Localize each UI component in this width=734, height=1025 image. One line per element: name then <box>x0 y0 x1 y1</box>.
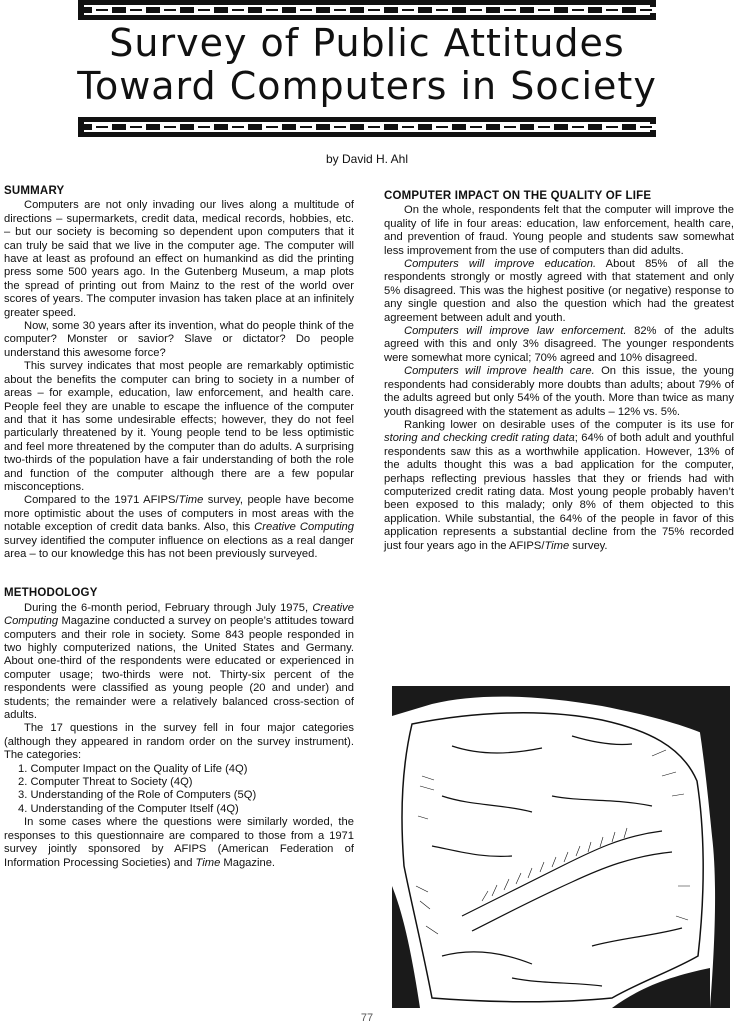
impact-heading: COMPUTER IMPACT ON THE QUALITY OF LIFE <box>384 190 652 202</box>
impact-paragraph-2: Computers will improve education. About 85% of all the respondents strongly or mostly agreed with that statement and only 5% disagreed. This was the highest positive (or negative) response to any single question and also the question which had the greatest agreement between adult and youth. <box>384 258 734 324</box>
border-link-slot <box>504 126 516 128</box>
border-link-slot <box>266 126 278 128</box>
border-link-slot <box>164 9 176 11</box>
page-number: 77 <box>360 1012 374 1024</box>
border-link-slot <box>606 126 618 128</box>
summary-paragraph-4: Compared to the 1971 AFIPS/Time survey, people have become more optimistic about the uses of computers in most areas with the notable exception of credit data banks. Also, this Creative Computing survey identified the computer influence on elections as a real danger area – to our knowledge this has not been previously surveyed. <box>4 494 354 560</box>
title-line-2: Toward Computers in Society <box>77 64 657 108</box>
border-link-slot <box>232 126 244 128</box>
impact-paragraph-5: Ranking lower on desirable uses of the computer is its use for storing and checking credit rating data; 64% of both adult and youthful respondents saw this as a worthwhile application. However, 13% of the adults thought this was a bad application for the computer, perhaps reflecting previous hassles that they or friends had with computerized credit rating data. Most young people probably haven’t been exposed to this malady; only 8% of them objected to this application. While substantial, the 64% of the people in favor of this application represents a substantial decline from the 75% recorded just four years ago in the AFIPS/Time survey. <box>384 418 734 552</box>
border-link-slot <box>538 9 550 11</box>
border-link-slot <box>572 9 584 11</box>
border-link-slot <box>198 126 210 128</box>
border-link-slot <box>640 126 652 128</box>
border-link-slot <box>334 9 346 11</box>
border-link-slot <box>368 126 380 128</box>
list-item: 4. Understanding of the Computer Itself (4Q) <box>18 802 239 815</box>
decorative-border-top <box>78 0 656 20</box>
border-link-slot <box>96 126 108 128</box>
border-link-slot <box>300 126 312 128</box>
list-item: 2. Computer Threat to Society (4Q) <box>18 776 193 789</box>
summary-paragraph-3: This survey indicates that most people are remarkably optimistic about the benefits the computer can bring to society in a number of areas – for example, education, law enforcement, and health care. People feel they are unable to escape the influence of the computer and that it has some undesirable effects; however, they do not feel particularly threatened by it. Young people tend to be less optimistic and feel more threatened by the computer than do adults. A surprising two-thirds of the population have a fair understanding of both the role and function of the computer although there are a few popular misconceptions. <box>4 360 354 493</box>
title-line-1: Survey of Public Attitudes <box>109 21 625 65</box>
border-link-slot <box>300 9 312 11</box>
methodology-paragraph-1: During the 6-month period, February through July 1975, Creative Computing Magazine conducted a survey on people’s attitudes toward computers and their role in society. Some 843 people responded in two highly computerized nations, the United States and Germany. About one-third of the respondents were educated or experienced in computer usage; two-thirds were not. Thirty-six percent of the respondents were classified as young people (20 and under) and students; the remainder were a relatively balanced cross-section of adults. <box>4 601 354 722</box>
page-title <box>60 22 674 108</box>
border-link-slot <box>504 9 516 11</box>
category-list <box>4 763 354 817</box>
border-link-slot <box>130 126 142 128</box>
summary-heading: SUMMARY <box>4 185 65 197</box>
methodology-heading: METHODOLOGY <box>4 587 98 600</box>
border-link-slot <box>96 9 108 11</box>
right-column <box>384 190 734 553</box>
list-item: 3. Understanding of the Role of Computers (5Q) <box>18 789 257 802</box>
impact-paragraph-3: Computers will improve law enforcement. 82% of the adults agreed with this and only 3% disagreed. The younger respondents were somewhat more cynical; 70% agreed and 10% disagreed. <box>384 325 734 364</box>
border-link-slot <box>368 9 380 11</box>
border-link-slot <box>402 126 414 128</box>
border-link-slot <box>436 126 448 128</box>
border-link-slot <box>538 126 550 128</box>
border-link-slot <box>402 9 414 11</box>
impact-paragraph-1: On the whole, respondents felt that the computer will improve the quality of life in four areas: education, law enforcement, health care, and prevention of fraud. Young people and students saw somewhat less improvement from the use of computers than did adults. <box>384 204 734 257</box>
summary-paragraph-1: Computers are not only invading our lives along a multitude of directions – supermarkets, credit data, medical records, hobbies, etc. – but our society is becoming so dependent upon computers that it can truly be said that we live in the computer age. The computer will have at least as profound an effect on humankind as did the printing press some 500 years ago. In the Gutenberg Museum, a map plots the spread of printing out from Mainz to the rest of the world over scores of years. The computer invasion has taken place at an infinitely greater speed. <box>4 199 354 319</box>
methodology-paragraph-2: The 17 questions in the survey fell in four major categories (although they appeared in random order on the survey instrument). The categories: <box>4 722 354 762</box>
border-link-slot <box>640 9 652 11</box>
methodology-paragraph-3: In some cases where the questions were similarly worded, the responses to this questionnaire are compared to those from a 1971 survey jointly sponsored by AFIPS (American Federation of Information Processing Societies) and Time Magazine. <box>4 816 354 869</box>
border-link-slot <box>130 9 142 11</box>
summary-paragraph-2: Now, some 30 years after its invention, what do people think of the computer? Monster or savior? Slave or dictator? Do people understand this awesome force? <box>4 320 354 359</box>
left-column <box>4 185 354 870</box>
list-item: 1. Computer Impact on the Quality of Life (4Q) <box>18 762 248 775</box>
border-link-slot <box>266 9 278 11</box>
impact-paragraph-4: Computers will improve health care. On this issue, the young respondents had considerably more doubts than adults; about 79% of the adults agreed but only 54% of the youth. More than twice as many youth disagreed with the statement as adults – 12% vs. 5%. <box>384 365 734 418</box>
byline: by David H. Ahl <box>325 152 409 166</box>
border-link-slot <box>606 9 618 11</box>
border-link-slot <box>572 126 584 128</box>
border-link-slot <box>436 9 448 11</box>
border-link-slot <box>164 126 176 128</box>
border-link-slot <box>470 126 482 128</box>
border-link-slot <box>198 9 210 11</box>
border-link-slot <box>232 9 244 11</box>
border-link-slot <box>470 9 482 11</box>
illustration-landscape <box>392 686 730 1008</box>
border-link-slot <box>334 126 346 128</box>
decorative-border-bottom <box>78 117 656 137</box>
